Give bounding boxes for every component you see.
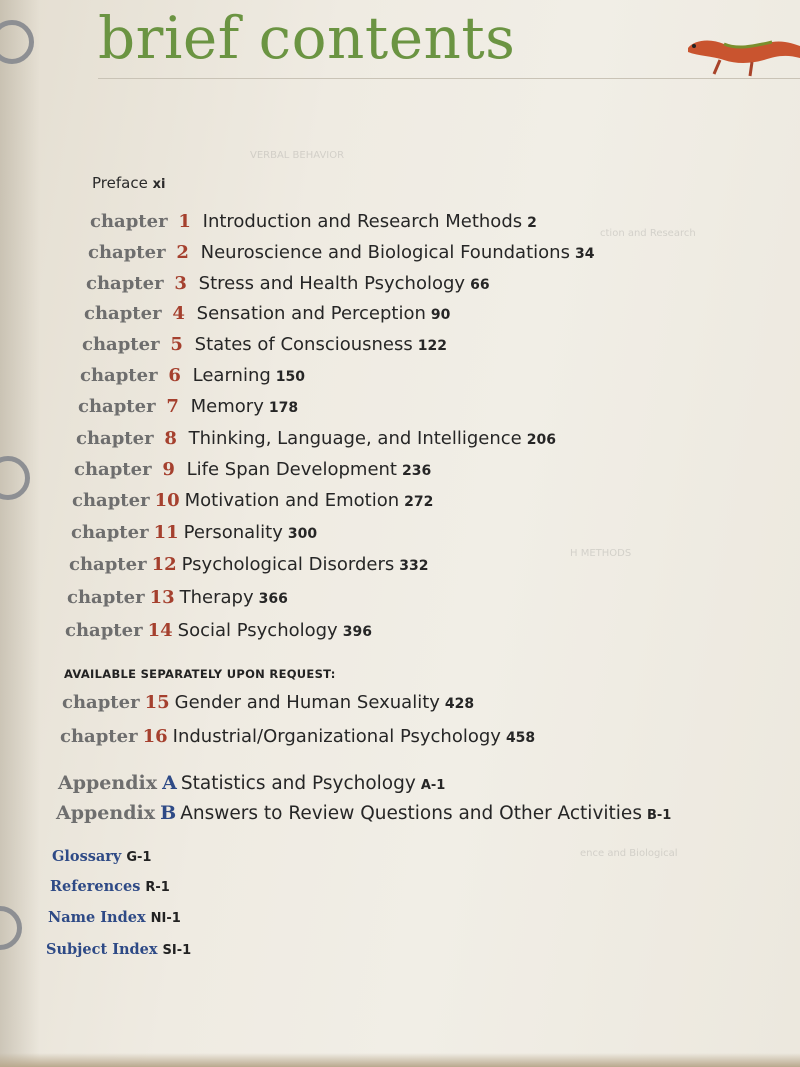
chapter-number: 15 <box>144 692 170 713</box>
back-matter-entry <box>48 907 181 926</box>
chapter-title: Motivation and Emotion <box>184 490 400 511</box>
appendix-entry <box>58 772 445 794</box>
chapter-page: 396 <box>342 624 372 640</box>
back-matter-entry <box>50 876 170 895</box>
chapter-label: chapter <box>80 365 158 386</box>
chapter-page: 66 <box>470 277 490 293</box>
chapter-label: chapter <box>82 334 160 355</box>
chapter-label: chapter <box>65 620 143 641</box>
back-matter-page: R-1 <box>145 880 170 895</box>
chapter-number: 12 <box>151 554 177 575</box>
chapter-title: Sensation and Perception <box>196 303 426 324</box>
chapter-number: 10 <box>154 490 180 511</box>
preface-entry <box>92 174 165 192</box>
chapter-title: Psychological Disorders <box>181 554 395 575</box>
chapter-title: Gender and Human Sexuality <box>174 692 440 713</box>
chapter-page: 332 <box>399 558 429 574</box>
back-matter-label: Name Index <box>48 909 146 926</box>
lizard-illustration <box>680 30 800 80</box>
chapter-label: chapter <box>67 587 145 608</box>
chapter-entry <box>84 303 450 324</box>
chapter-entry <box>71 522 317 543</box>
chapter-number: 16 <box>142 726 168 747</box>
back-matter-page: G-1 <box>126 850 152 865</box>
chapter-page: 34 <box>574 246 595 262</box>
chapter-page: 458 <box>505 730 536 746</box>
back-matter-entry <box>52 846 151 865</box>
chapter-entry <box>65 620 372 641</box>
chapter-number: 9 <box>162 459 175 480</box>
chapter-number: 14 <box>147 620 173 641</box>
appendix-page: A-1 <box>420 778 446 793</box>
appendix-letter: B <box>160 802 177 824</box>
chapter-title: Neuroscience and Biological Foundations <box>200 242 570 263</box>
chapter-number: 5 <box>170 334 183 355</box>
chapter-title: Industrial/Organizational Psychology <box>172 726 501 747</box>
chapter-title: Learning <box>192 365 271 386</box>
chapter-label: chapter <box>72 490 150 511</box>
chapter-entry <box>80 365 305 386</box>
chapter-page: 122 <box>417 338 447 354</box>
chapter-title: Personality <box>183 522 283 543</box>
appendix-letter: A <box>162 772 177 794</box>
chapter-entry <box>86 273 490 294</box>
chapter-entry <box>67 587 288 608</box>
chapter-page: 206 <box>526 432 556 448</box>
back-matter-label: Glossary <box>52 848 122 865</box>
chapter-page: 366 <box>258 591 288 607</box>
chapter-label: chapter <box>90 211 168 232</box>
chapter-label: chapter <box>74 459 152 480</box>
appendix-title: Statistics and Psychology <box>180 773 416 794</box>
show-through-text: ction and Research <box>600 228 696 239</box>
chapter-entry <box>88 242 594 263</box>
page-title: brief contents <box>98 4 516 72</box>
chapter-label: chapter <box>60 726 138 747</box>
appendix-title: Answers to Review Questions and Other Activities <box>180 803 642 824</box>
chapter-entry <box>76 428 556 449</box>
chapter-label: chapter <box>71 522 149 543</box>
chapter-number: 7 <box>166 396 179 417</box>
chapter-label: chapter <box>84 303 162 324</box>
chapter-number: 11 <box>153 522 179 543</box>
chapter-page: 272 <box>404 494 434 510</box>
appendix-entry <box>56 802 671 824</box>
available-note: AVAILABLE SEPARATELY UPON REQUEST: <box>64 667 336 681</box>
show-through-text: H METHODS <box>570 548 632 559</box>
preface-page: xi <box>152 177 166 192</box>
chapter-label: chapter <box>69 554 147 575</box>
chapter-number: 6 <box>168 365 181 386</box>
preface-label: Preface <box>92 174 148 192</box>
appendix-label: Appendix <box>58 772 158 794</box>
chapter-entry <box>69 554 428 575</box>
chapter-title: States of Consciousness <box>194 334 413 355</box>
chapter-number: 2 <box>176 242 189 263</box>
chapter-label: chapter <box>86 273 164 294</box>
chapter-page: 150 <box>275 369 306 385</box>
chapter-title: Life Span Development <box>186 459 397 480</box>
chapter-page: 428 <box>444 696 475 712</box>
show-through-text: VERBAL BEHAVIOR <box>250 150 345 161</box>
appendix-page: B-1 <box>646 808 672 823</box>
chapter-number: 1 <box>178 211 191 232</box>
chapter-label: chapter <box>62 692 140 713</box>
show-through-text: ence and Biological <box>580 848 678 859</box>
back-matter-page: SI-1 <box>162 943 192 958</box>
back-matter-page: NI-1 <box>150 911 181 926</box>
chapter-page: 300 <box>287 526 318 542</box>
back-matter-label: Subject Index <box>46 941 158 958</box>
chapter-page: 2 <box>527 215 537 231</box>
chapter-entry <box>74 459 431 480</box>
chapter-title: Introduction and Research Methods <box>202 211 523 232</box>
chapter-label: chapter <box>76 428 154 449</box>
chapter-number: 8 <box>164 428 177 449</box>
chapter-title: Therapy <box>179 587 254 608</box>
chapter-number: 4 <box>172 303 185 324</box>
page-bottom-edge <box>0 1053 800 1067</box>
chapter-number: 13 <box>149 587 175 608</box>
chapter-entry <box>60 726 535 747</box>
chapter-entry <box>90 211 537 232</box>
chapter-page: 90 <box>430 307 451 323</box>
chapter-number: 3 <box>174 273 187 294</box>
chapter-title: Memory <box>190 396 264 417</box>
chapter-entry <box>72 490 433 511</box>
chapter-page: 236 <box>402 463 432 479</box>
chapter-entry <box>78 396 298 417</box>
chapter-label: chapter <box>78 396 156 417</box>
back-matter-entry <box>46 939 191 958</box>
chapter-entry <box>62 692 474 713</box>
chapter-page: 178 <box>268 400 299 416</box>
chapter-title: Social Psychology <box>177 620 338 641</box>
appendix-label: Appendix <box>56 802 156 824</box>
chapter-title: Thinking, Language, and Intelligence <box>188 428 522 449</box>
chapter-label: chapter <box>88 242 166 263</box>
chapter-title: Stress and Health Psychology <box>198 273 466 294</box>
chapter-entry <box>82 334 447 355</box>
back-matter-label: References <box>50 878 141 895</box>
